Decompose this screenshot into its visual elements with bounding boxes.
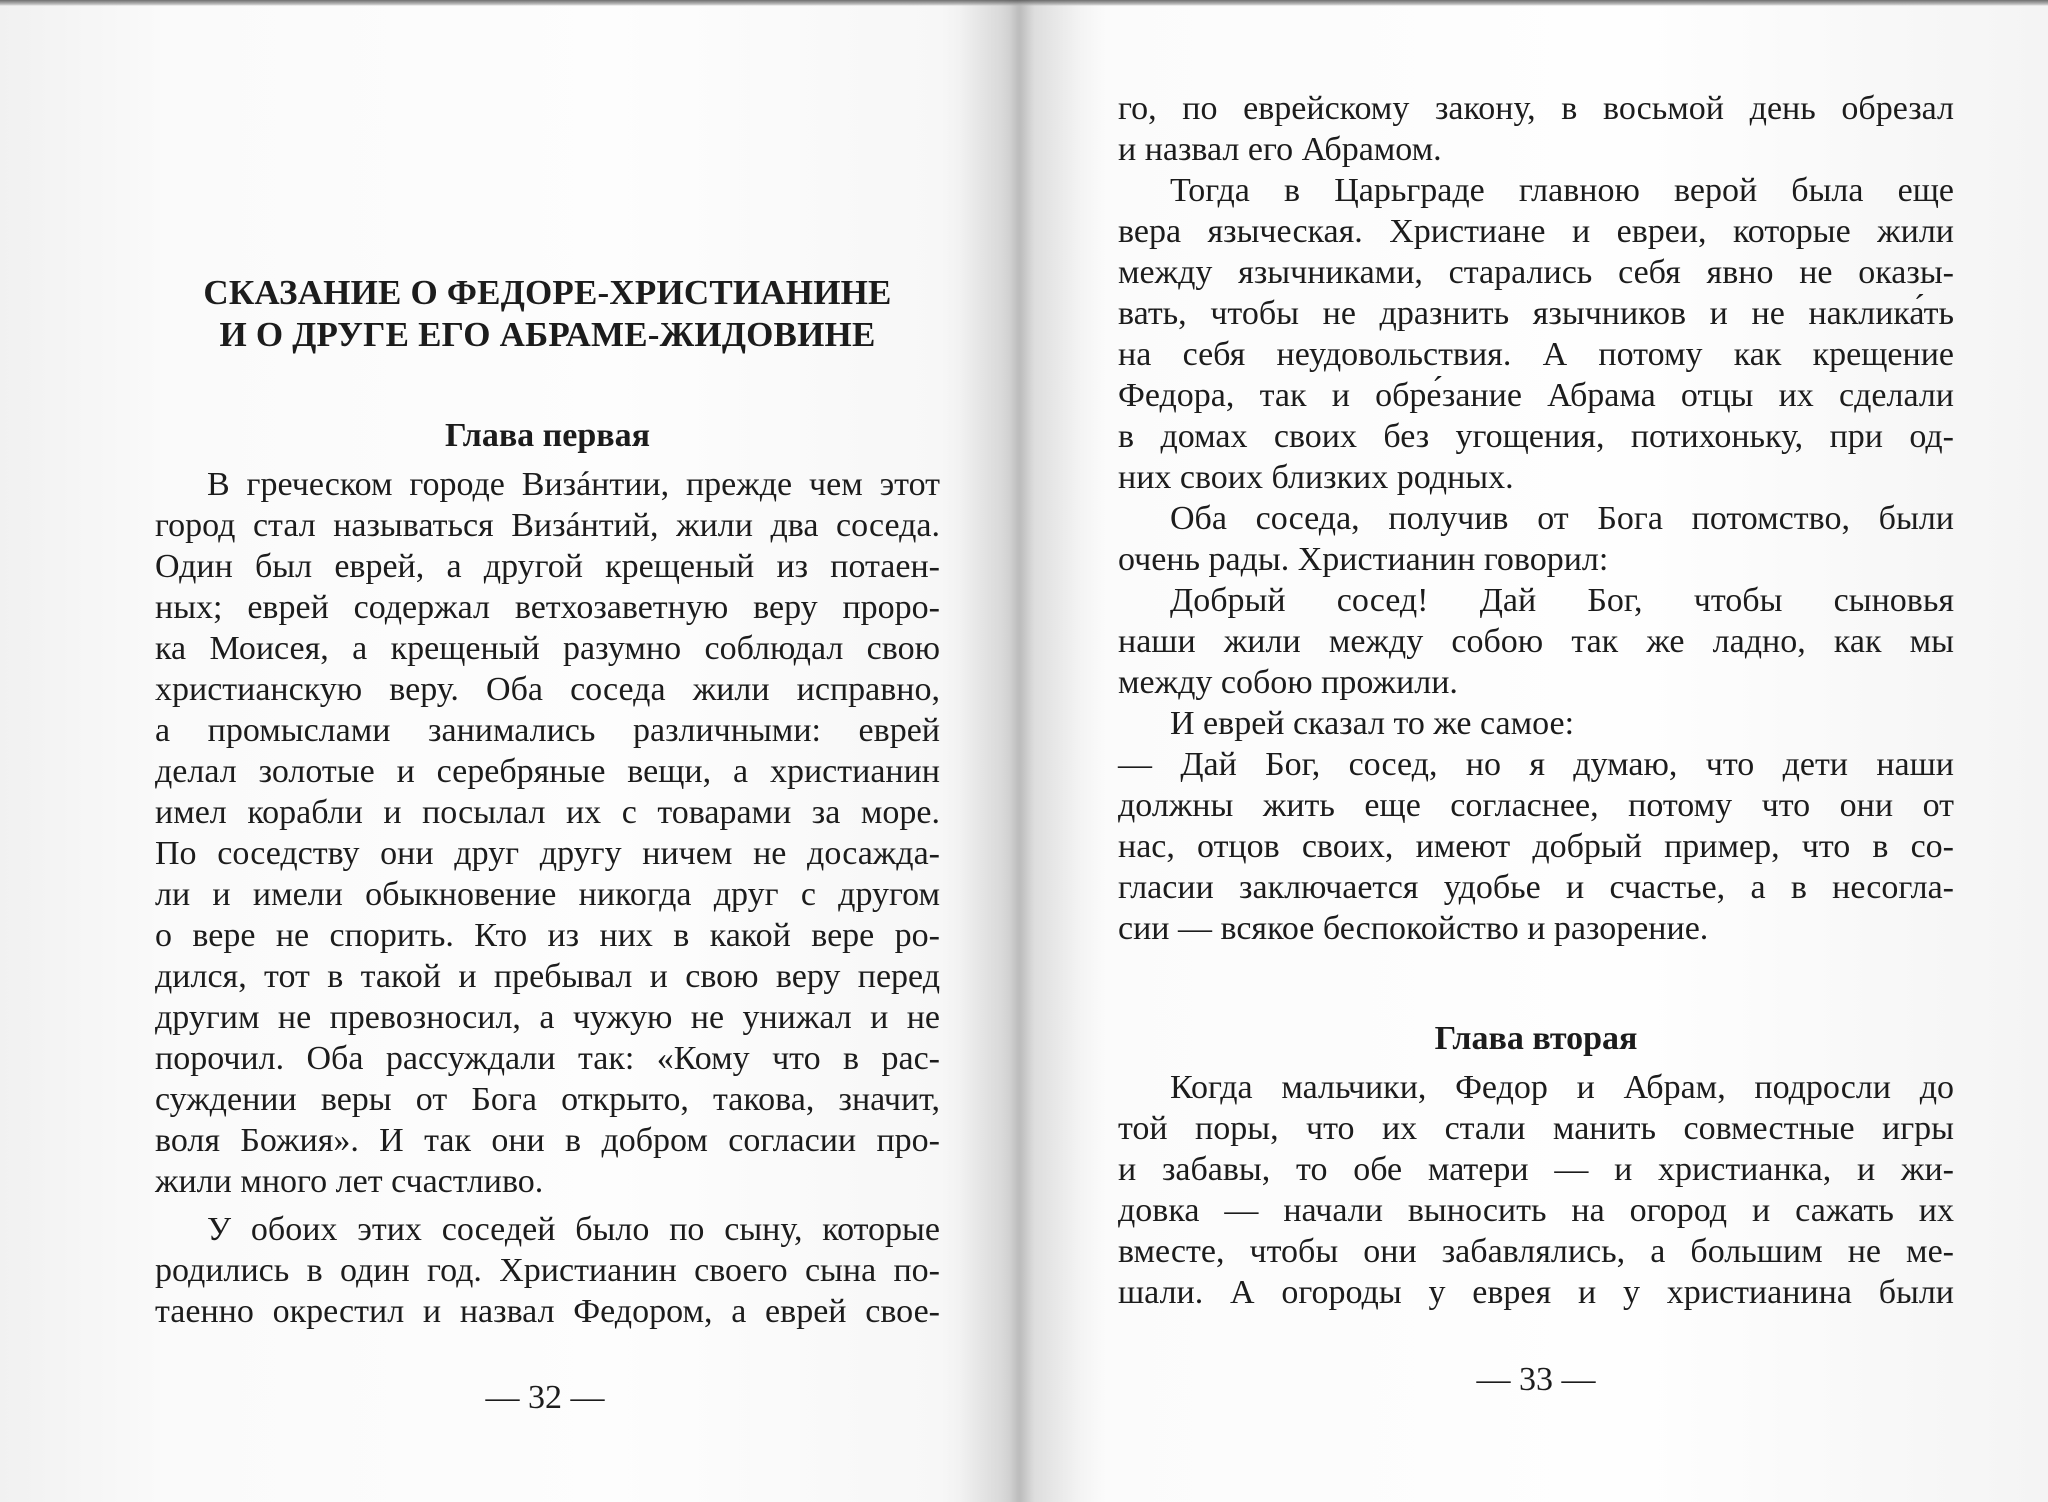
text-line: и назвал его Абрамом. (1118, 131, 1442, 168)
text-line: Один был еврей, а другой крещеный из потаен- (155, 548, 940, 585)
chapter-heading-first: Глава первая (444, 417, 651, 454)
text-line: Оба соседа, получив от Бога потомство, были (1170, 500, 1954, 537)
text-line: У обоих этих соседей было по сыну, которые (207, 1211, 940, 1248)
text-line: Федора, так и обре́зание Абрама отцы их сделали (1118, 377, 1954, 414)
text-line: вместе, чтобы они забавлялись, а большим не ме- (1118, 1233, 1954, 1270)
text-line: о вере не спорить. Кто из них в какой вере ро- (155, 917, 940, 954)
text-line: ли и имели обыкновение никогда друг с другом (155, 876, 940, 913)
text-line: суждении веры от Бога открыто, такова, значит, (155, 1081, 940, 1118)
page-number-left: — 32 — (485, 1379, 605, 1416)
text-line: сии — всякое беспокойство и разорение. (1118, 910, 1709, 947)
text-line: В греческом городе Визáнтии, прежде чем этот (207, 466, 940, 503)
text-line: в домах своих без угощения, потихоньку, при од- (1118, 418, 1954, 455)
text-line: шали. А огороды у еврея и у христианина были (1118, 1274, 1954, 1311)
text-line: вера языческая. Христиане и евреи, которые жили (1118, 213, 1954, 250)
text-line: ка Моисея, а крещеный разумно соблюдал свою (155, 630, 940, 667)
text-line: воля Божия». И так они в добром согласии про- (155, 1122, 940, 1159)
text-line: нас, отцов своих, имеют добрый пример, что в со- (1118, 828, 1954, 865)
text-line: Тогда в Царьграде главною верой была еще (1170, 172, 1954, 209)
text-line: вать, чтобы не дразнить язычников и не наклика́ть (1118, 295, 1954, 332)
story-title-line-1: СКАЗАНИЕ О ФЕДОРЕ-ХРИСТИАНИНЕ (203, 273, 892, 312)
text-line: го, по еврейскому закону, в восьмой день обрезал (1118, 90, 1954, 127)
right-page (1024, 0, 2048, 1502)
text-line: делал золотые и серебряные вещи, а христианин (155, 753, 940, 790)
text-line: гласии заключается удобье и счастье, а в несогла- (1118, 869, 1954, 906)
text-line: ных; еврей содержал ветхозаветную веру проро- (155, 589, 940, 626)
text-line: имел корабли и посылал их с товарами за море. (155, 794, 940, 831)
text-line: очень рады. Христианин говорил: (1118, 541, 1609, 578)
text-line: наши жили между собою так же ладно, как мы (1118, 623, 1954, 660)
left-page (0, 0, 1000, 1502)
text-line: таенно окрестил и назвал Федором, а еврей свое- (155, 1293, 940, 1330)
text-line: — Дай Бог, сосед, но я думаю, что дети наши (1118, 746, 1954, 783)
text-line: Добрый сосед! Дай Бог, чтобы сыновья (1170, 582, 1954, 619)
story-title-line-2: И О ДРУГЕ ЕГО АБРАМЕ-ЖИДОВИНЕ (219, 315, 876, 354)
paragraph-gap (155, 1202, 940, 1209)
text-line: город стал называться Визáнтий, жили два соседа. (155, 507, 940, 544)
text-line: а промыслами занимались различными: еврей (155, 712, 940, 749)
text-line: между язычниками, старались себя явно не оказы- (1118, 254, 1954, 291)
text-line: довка — начали выносить на огород и сажать их (1118, 1192, 1954, 1229)
text-line: между собою прожили. (1118, 664, 1458, 701)
text-line: христианскую веру. Оба соседа жили исправно, (155, 671, 940, 708)
text-line: жили много лет счастливо. (155, 1163, 544, 1200)
text-line: И еврей сказал то же самое: (1170, 705, 1575, 742)
chapter-heading-second: Глава вторая (1434, 1020, 1638, 1057)
text-line: должны жить еще согласнее, потому что они от (1118, 787, 1954, 824)
text-line: той поры, что их стали манить совместные игры (1118, 1110, 1954, 1147)
text-line: на себя неудовольствия. А потому как крещение (1118, 336, 1954, 373)
text-line: Когда мальчики, Федор и Абрам, подросли до (1170, 1069, 1954, 1106)
text-line: них своих близких родных. (1118, 459, 1514, 496)
text-line: По соседству они друг другу ничем не досажда- (155, 835, 940, 872)
right-text-block (1118, 88, 1954, 1313)
left-text-block (155, 272, 940, 1332)
story-title (155, 272, 940, 356)
page-number-right: — 33 — (1476, 1361, 1596, 1398)
text-line: и забавы, то обе матери — и христианка, и жи- (1118, 1151, 1954, 1188)
text-line: другим не превозносил, а чужую не унижал и не (155, 999, 940, 1036)
text-line: дился, тот в такой и пребывал и свою веру перед (155, 958, 940, 995)
text-line: порочил. Оба рассуждали так: «Кому что в рас- (155, 1040, 940, 1077)
text-line: родились в один год. Христианин своего сына по- (155, 1252, 940, 1289)
